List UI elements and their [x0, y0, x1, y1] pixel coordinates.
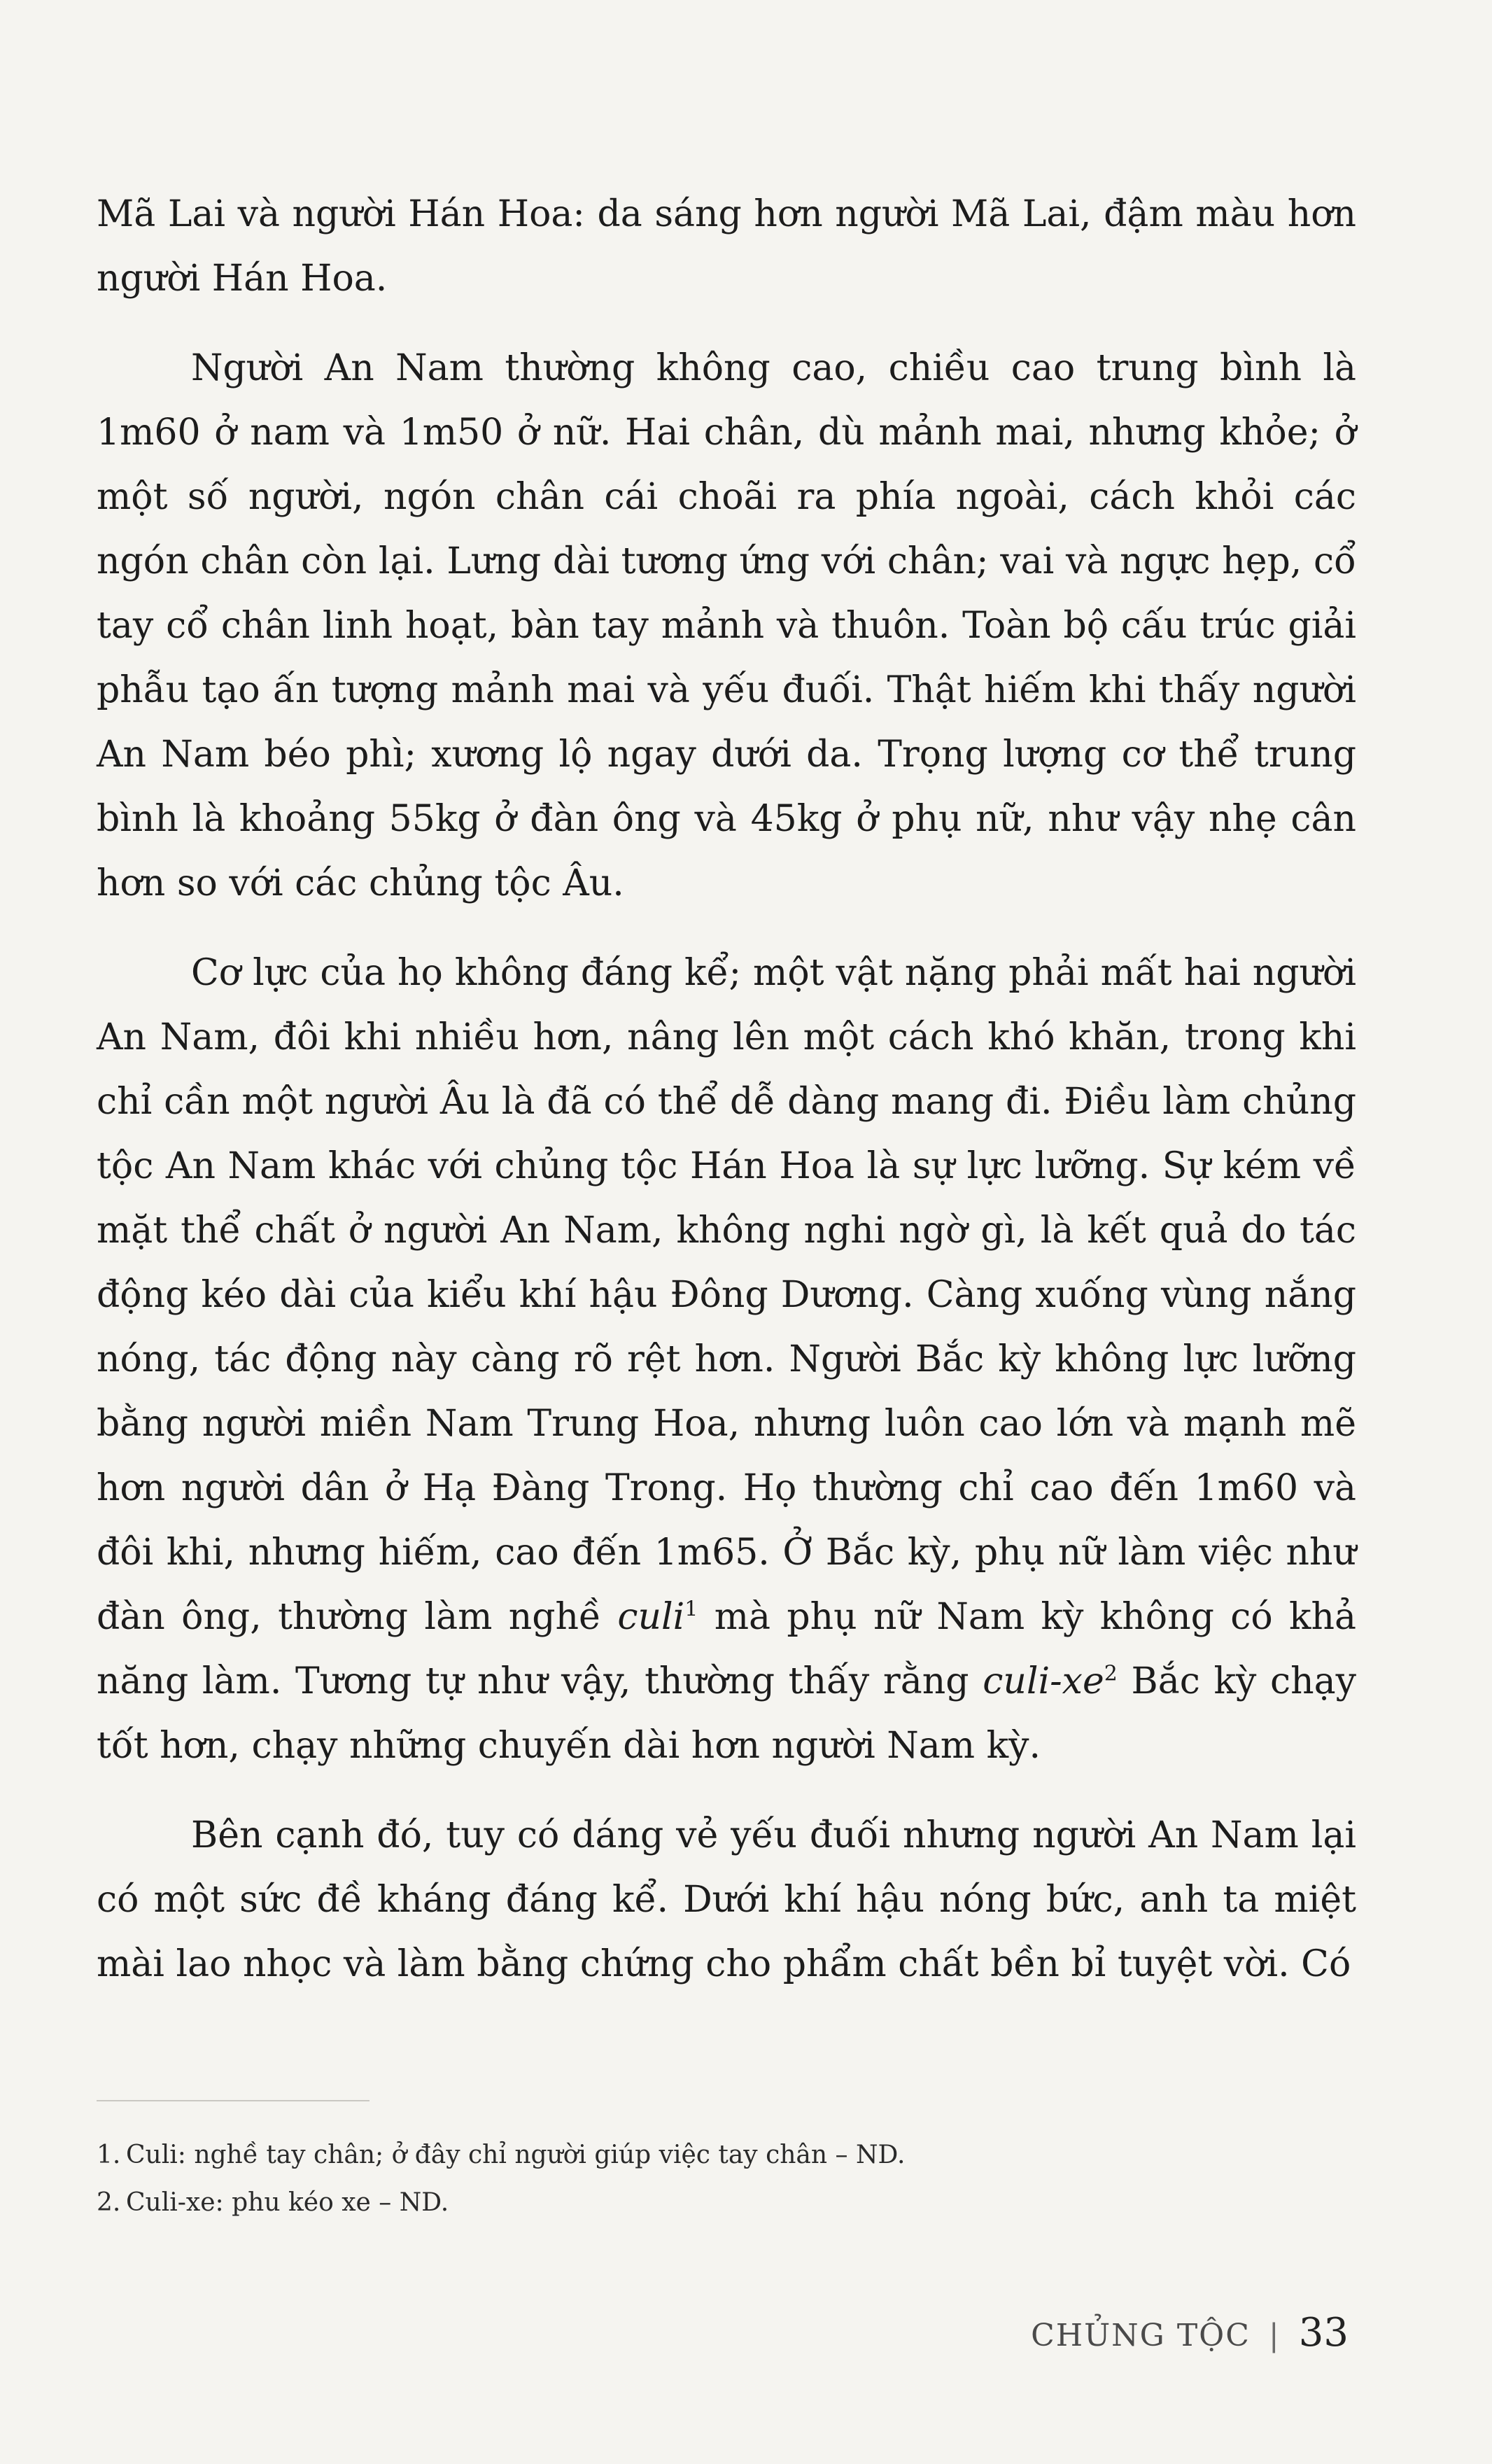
paragraph-strength-part2: mà phụ nữ Nam kỳ không có khả năng làm. Tương tự như vậy, thường thấy rằng	[97, 1596, 1357, 1702]
footnote-text: Culi-xe: phu kéo xe – ND.	[126, 2188, 449, 2217]
term-culi-xe: culi-xe	[983, 1660, 1104, 1702]
paragraph-continued: Mã Lai và người Hán Hoa: da sáng hơn người Mã Lai, đậm màu hơn người Hán Hoa.	[97, 193, 1356, 300]
paragraph-strength-part3: Bắc kỳ chạy tốt hơn, chạy những chuyến dài hơn người Nam kỳ.	[97, 1660, 1356, 1767]
running-footer	[1031, 2310, 1349, 2356]
footnote-ref-2[interactable]: 2	[1104, 1661, 1118, 1686]
footnote-number: 2.	[97, 2188, 121, 2217]
term-culi: culi	[617, 1596, 685, 1638]
footnote-ref-1[interactable]: 1	[684, 1597, 698, 1622]
footnote-divider	[97, 2100, 370, 2101]
chapter-title: CHỦNG TỘC	[1031, 2318, 1251, 2353]
paragraph-strength-part1: Cơ lực của họ không đáng kể; một vật nặng phải mất hai người An Nam, đôi khi nhiều hơn, nâng lên một cách khó khăn, trong khi chỉ cần một người Âu là đã có thể dễ dàng mang đi. Điều làm chủng tộc An Nam khác với chủng tộc Hán Hoa là sự lực lưỡng. Sự kém về mặt thể chất ở người An Nam, không nghi ngờ gì, là kết quả do tác động kéo dài của kiểu khí hậu Đông Dương. Càng xuống vùng nắng nóng, tác động này càng rõ rệt hơn. Người Bắc kỳ không lực lưỡng bằng người miền Nam Trung Hoa, nhưng luôn cao lớn và mạnh mẽ hơn người dân ở Hạ Đàng Trong. Họ thường chỉ cao đến 1m60 và đôi khi, nhưng hiếm, cao đến 1m65. Ở Bắc kỳ, phụ nữ làm việc như đàn ông, thường làm nghề	[97, 952, 1356, 1638]
footer-separator: |	[1268, 2318, 1281, 2353]
paragraph-physique: Người An Nam thường không cao, chiều cao trung bình là 1m60 ở nam và 1m50 ở nữ. Hai chân, dù mảnh mai, nhưng khỏe; ở một số người, ngón chân cái choãi ra phía ngoài, cách khỏi các ngón chân còn lại. Lưng dài tương ứng với chân; vai và ngực hẹp, cổ tay cổ chân linh hoạt, bàn tay mảnh và thuôn. Toàn bộ cấu trúc giải phẫu tạo ấn tượng mảnh mai và yếu đuối. Thật hiếm khi thấy người An Nam béo phì; xương lộ ngay dưới da. Trọng lượng cơ thể trung bình là khoảng 55kg ở đàn ông và 45kg ở phụ nữ, như vậy nhẹ cân hơn so với các chủng tộc Âu.	[97, 347, 1356, 904]
footnotes	[97, 2132, 1356, 2227]
paragraph-resistance: Bên cạnh đó, tuy có dáng vẻ yếu đuối nhưng người An Nam lại có một sức đề kháng đáng kể. Dưới khí hậu nóng bức, anh ta miệt mài lao nhọc và làm bằng chứng cho phẩm chất bền bỉ tuyệt vời. Có	[97, 1814, 1356, 1985]
paragraph-strength	[97, 941, 1356, 1778]
footnote-text: Culi: nghề tay chân; ở đây chỉ người giúp việc tay chân – ND.	[126, 2141, 906, 2169]
footnote-number: 1.	[97, 2141, 121, 2169]
page-number: 33	[1298, 2310, 1349, 2356]
footnote-2	[97, 2179, 1356, 2227]
footnote-1	[97, 2132, 1356, 2179]
body-text	[97, 182, 1356, 2022]
